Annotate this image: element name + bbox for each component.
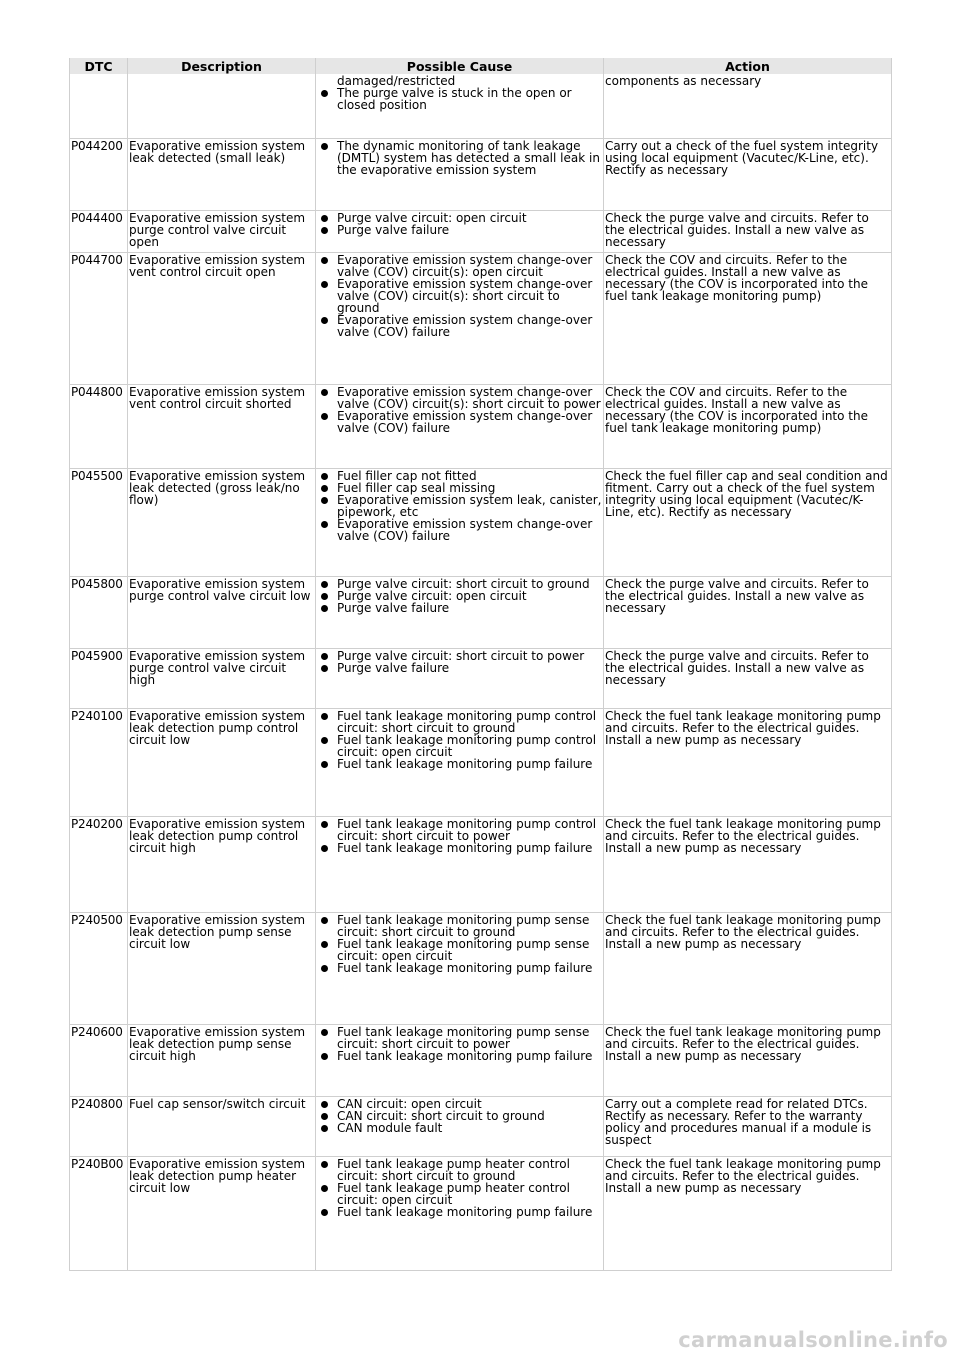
possible-cause-cell <box>316 252 604 384</box>
dtc-description: Evaporative emission system purge control valve circuit low <box>128 576 316 648</box>
possible-cause-item: CAN circuit: open circuit <box>317 1098 602 1110</box>
possible-cause-item: Evaporative emission system leak, canister, pipework, etc <box>317 494 602 518</box>
possible-cause-list <box>317 254 602 338</box>
possible-cause-item: Fuel tank leakage monitoring pump sense circuit: open circuit <box>317 938 602 962</box>
dtc-code: P045900 <box>70 648 128 708</box>
possible-cause-cell <box>316 912 604 1024</box>
dtc-description: Evaporative emission system purge control valve circuit open <box>128 210 316 252</box>
action-text: Carry out a check of the fuel system integrity using local equipment (Vacutec/K-Line, etc). Rectify as necessary <box>604 138 892 210</box>
table-row <box>70 138 892 210</box>
possible-cause-item: Evaporative emission system change-over valve (COV) circuit(s): open circuit <box>317 254 602 278</box>
possible-cause-item: Fuel tank leakage monitoring pump failure <box>317 758 602 770</box>
possible-cause-list <box>317 140 602 176</box>
table-row <box>70 576 892 648</box>
dtc-description: Evaporative emission system vent control circuit open <box>128 252 316 384</box>
table-row <box>70 74 892 138</box>
possible-cause-cell <box>316 816 604 912</box>
table-header-row <box>70 58 892 74</box>
possible-cause-item: Fuel filler cap seal missing <box>317 482 602 494</box>
possible-cause-cell <box>316 576 604 648</box>
possible-cause-cell <box>316 384 604 468</box>
possible-cause-item: The purge valve is stuck in the open or closed position <box>317 87 602 111</box>
possible-cause-item: Fuel tank leakage monitoring pump failure <box>317 962 602 974</box>
possible-cause-list <box>317 470 602 542</box>
action-text: Check the fuel tank leakage monitoring pump and circuits. Refer to the electrical guides. Install a new pump as necessary <box>604 816 892 912</box>
possible-cause-cell <box>316 1096 604 1156</box>
dtc-code: P240200 <box>70 816 128 912</box>
possible-cause-list <box>317 650 602 674</box>
possible-cause-list <box>317 1158 602 1218</box>
table-body <box>70 74 892 1270</box>
possible-cause-item: CAN module fault <box>317 1122 602 1134</box>
possible-cause-item: Fuel tank leakage pump heater control circuit: short circuit to ground <box>317 1158 602 1182</box>
possible-cause-cell <box>316 708 604 816</box>
dtc-code: P240500 <box>70 912 128 1024</box>
dtc-code: P044700 <box>70 252 128 384</box>
dtc-code: P240100 <box>70 708 128 816</box>
possible-cause-list <box>317 212 602 236</box>
possible-cause-item: CAN circuit: short circuit to ground <box>317 1110 602 1122</box>
action-text: components as necessary <box>604 74 892 138</box>
header-possible-cause: Possible Cause <box>316 58 604 74</box>
possible-cause-item: Evaporative emission system change-over valve (COV) circuit(s): short circuit to ground <box>317 278 602 314</box>
possible-cause-item: Fuel tank leakage monitoring pump failure <box>317 1206 602 1218</box>
action-text: Check the purge valve and circuits. Refer to the electrical guides. Install a new valve as necessary <box>604 648 892 708</box>
action-text: Check the fuel tank leakage monitoring pump and circuits. Refer to the electrical guides. Install a new pump as necessary <box>604 708 892 816</box>
possible-cause-continued: damaged/restricted <box>337 74 456 88</box>
header-description: Description <box>128 58 316 74</box>
possible-cause-item: Purge valve failure <box>317 662 602 674</box>
dtc-code: P045800 <box>70 576 128 648</box>
possible-cause-list <box>317 386 602 434</box>
dtc-description: Evaporative emission system leak detection pump sense circuit low <box>128 912 316 1024</box>
dtc-code <box>70 74 128 138</box>
possible-cause-item: Fuel tank leakage monitoring pump control circuit: short circuit to power <box>317 818 602 842</box>
header-action: Action <box>604 58 892 74</box>
possible-cause-list <box>317 75 602 111</box>
dtc-code: P240600 <box>70 1024 128 1096</box>
watermark: carmanualsonline.info <box>678 1328 948 1352</box>
possible-cause-item: Evaporative emission system change-over valve (COV) failure <box>317 518 602 542</box>
action-text: Check the purge valve and circuits. Refer to the electrical guides. Install a new valve as necessary <box>604 210 892 252</box>
action-text: Check the purge valve and circuits. Refer to the electrical guides. Install a new valve as necessary <box>604 576 892 648</box>
table-row <box>70 816 892 912</box>
possible-cause-list <box>317 710 602 770</box>
possible-cause-cell <box>316 1156 604 1270</box>
action-text: Check the fuel tank leakage monitoring pump and circuits. Refer to the electrical guides. Install a new pump as necessary <box>604 1024 892 1096</box>
possible-cause-item: Purge valve circuit: short circuit to ground <box>317 578 602 590</box>
dtc-description: Evaporative emission system vent control circuit shorted <box>128 384 316 468</box>
action-text: Check the COV and circuits. Refer to the electrical guides. Install a new valve as necessary (the COV is incorporated into the fuel tank leakage monitoring pump) <box>604 384 892 468</box>
dtc-description <box>128 74 316 138</box>
possible-cause-item: Purge valve failure <box>317 602 602 614</box>
dtc-code: P045500 <box>70 468 128 576</box>
table-row <box>70 210 892 252</box>
dtc-code: P044400 <box>70 210 128 252</box>
possible-cause-item: Fuel tank leakage pump heater control circuit: open circuit <box>317 1182 602 1206</box>
table-row <box>70 252 892 384</box>
dtc-code: P044800 <box>70 384 128 468</box>
possible-cause-cell <box>316 210 604 252</box>
table-row <box>70 384 892 468</box>
table-row <box>70 648 892 708</box>
table-row <box>70 468 892 576</box>
possible-cause-item: Evaporative emission system change-over valve (COV) circuit(s): short circuit to power <box>317 386 602 410</box>
dtc-code: P240B00 <box>70 1156 128 1270</box>
possible-cause-item: Fuel tank leakage monitoring pump control circuit: short circuit to ground <box>317 710 602 734</box>
possible-cause-item: The dynamic monitoring of tank leakage (DMTL) system has detected a small leak in the evaporative emission system <box>317 140 602 176</box>
possible-cause-list <box>317 818 602 854</box>
possible-cause-item: Purge valve circuit: open circuit <box>317 590 602 602</box>
table-row <box>70 1024 892 1096</box>
possible-cause-item: Fuel tank leakage monitoring pump failure <box>317 842 602 854</box>
action-text: Check the fuel tank leakage monitoring pump and circuits. Refer to the electrical guides. Install a new pump as necessary <box>604 912 892 1024</box>
possible-cause-cell <box>316 74 604 138</box>
dtc-description: Evaporative emission system leak detection pump sense circuit high <box>128 1024 316 1096</box>
possible-cause-list <box>317 1026 602 1062</box>
possible-cause-item: Purge valve failure <box>317 224 602 236</box>
action-text: Check the COV and circuits. Refer to the electrical guides. Install a new valve as necessary (the COV is incorporated into the fuel tank leakage monitoring pump) <box>604 252 892 384</box>
possible-cause-item: Fuel tank leakage monitoring pump sense circuit: short circuit to ground <box>317 914 602 938</box>
table-row <box>70 912 892 1024</box>
possible-cause-item: Fuel filler cap not fitted <box>317 470 602 482</box>
possible-cause-list <box>317 1098 602 1134</box>
dtc-description: Evaporative emission system leak detected (small leak) <box>128 138 316 210</box>
header-dtc: DTC <box>70 58 128 74</box>
table-row <box>70 1096 892 1156</box>
possible-cause-list <box>317 578 602 614</box>
possible-cause-item: Fuel tank leakage monitoring pump sense circuit: short circuit to power <box>317 1026 602 1050</box>
dtc-description: Evaporative emission system leak detection pump heater circuit low <box>128 1156 316 1270</box>
dtc-description: Evaporative emission system leak detection pump control circuit low <box>128 708 316 816</box>
possible-cause-cell <box>316 468 604 576</box>
dtc-description: Evaporative emission system leak detected (gross leak/no flow) <box>128 468 316 576</box>
possible-cause-cell <box>316 138 604 210</box>
dtc-table <box>69 58 892 1271</box>
possible-cause-cell <box>316 648 604 708</box>
possible-cause-cell <box>316 1024 604 1096</box>
dtc-code: P044200 <box>70 138 128 210</box>
action-text: Check the fuel tank leakage monitoring pump and circuits. Refer to the electrical guides. Install a new pump as necessary <box>604 1156 892 1270</box>
action-text: Carry out a complete read for related DTCs. Rectify as necessary. Refer to the warranty policy and procedures manual if a module is suspect <box>604 1096 892 1156</box>
possible-cause-list <box>317 914 602 974</box>
possible-cause-item: Purge valve circuit: open circuit <box>317 212 602 224</box>
dtc-description: Evaporative emission system leak detection pump control circuit high <box>128 816 316 912</box>
action-text: Check the fuel filler cap and seal condition and fitment. Carry out a check of the fuel system integrity using local equipment (Vacutec/K-Line, etc). Rectify as necessary <box>604 468 892 576</box>
possible-cause-item: Purge valve circuit: short circuit to power <box>317 650 602 662</box>
dtc-code: P240800 <box>70 1096 128 1156</box>
table-row <box>70 1156 892 1270</box>
possible-cause-item: Fuel tank leakage monitoring pump control circuit: open circuit <box>317 734 602 758</box>
table-row <box>70 708 892 816</box>
possible-cause-item: Evaporative emission system change-over valve (COV) failure <box>317 314 602 338</box>
possible-cause-item: Fuel tank leakage monitoring pump failure <box>317 1050 602 1062</box>
possible-cause-item: Evaporative emission system change-over valve (COV) failure <box>317 410 602 434</box>
dtc-description: Evaporative emission system purge control valve circuit high <box>128 648 316 708</box>
dtc-description: Fuel cap sensor/switch circuit <box>128 1096 316 1156</box>
